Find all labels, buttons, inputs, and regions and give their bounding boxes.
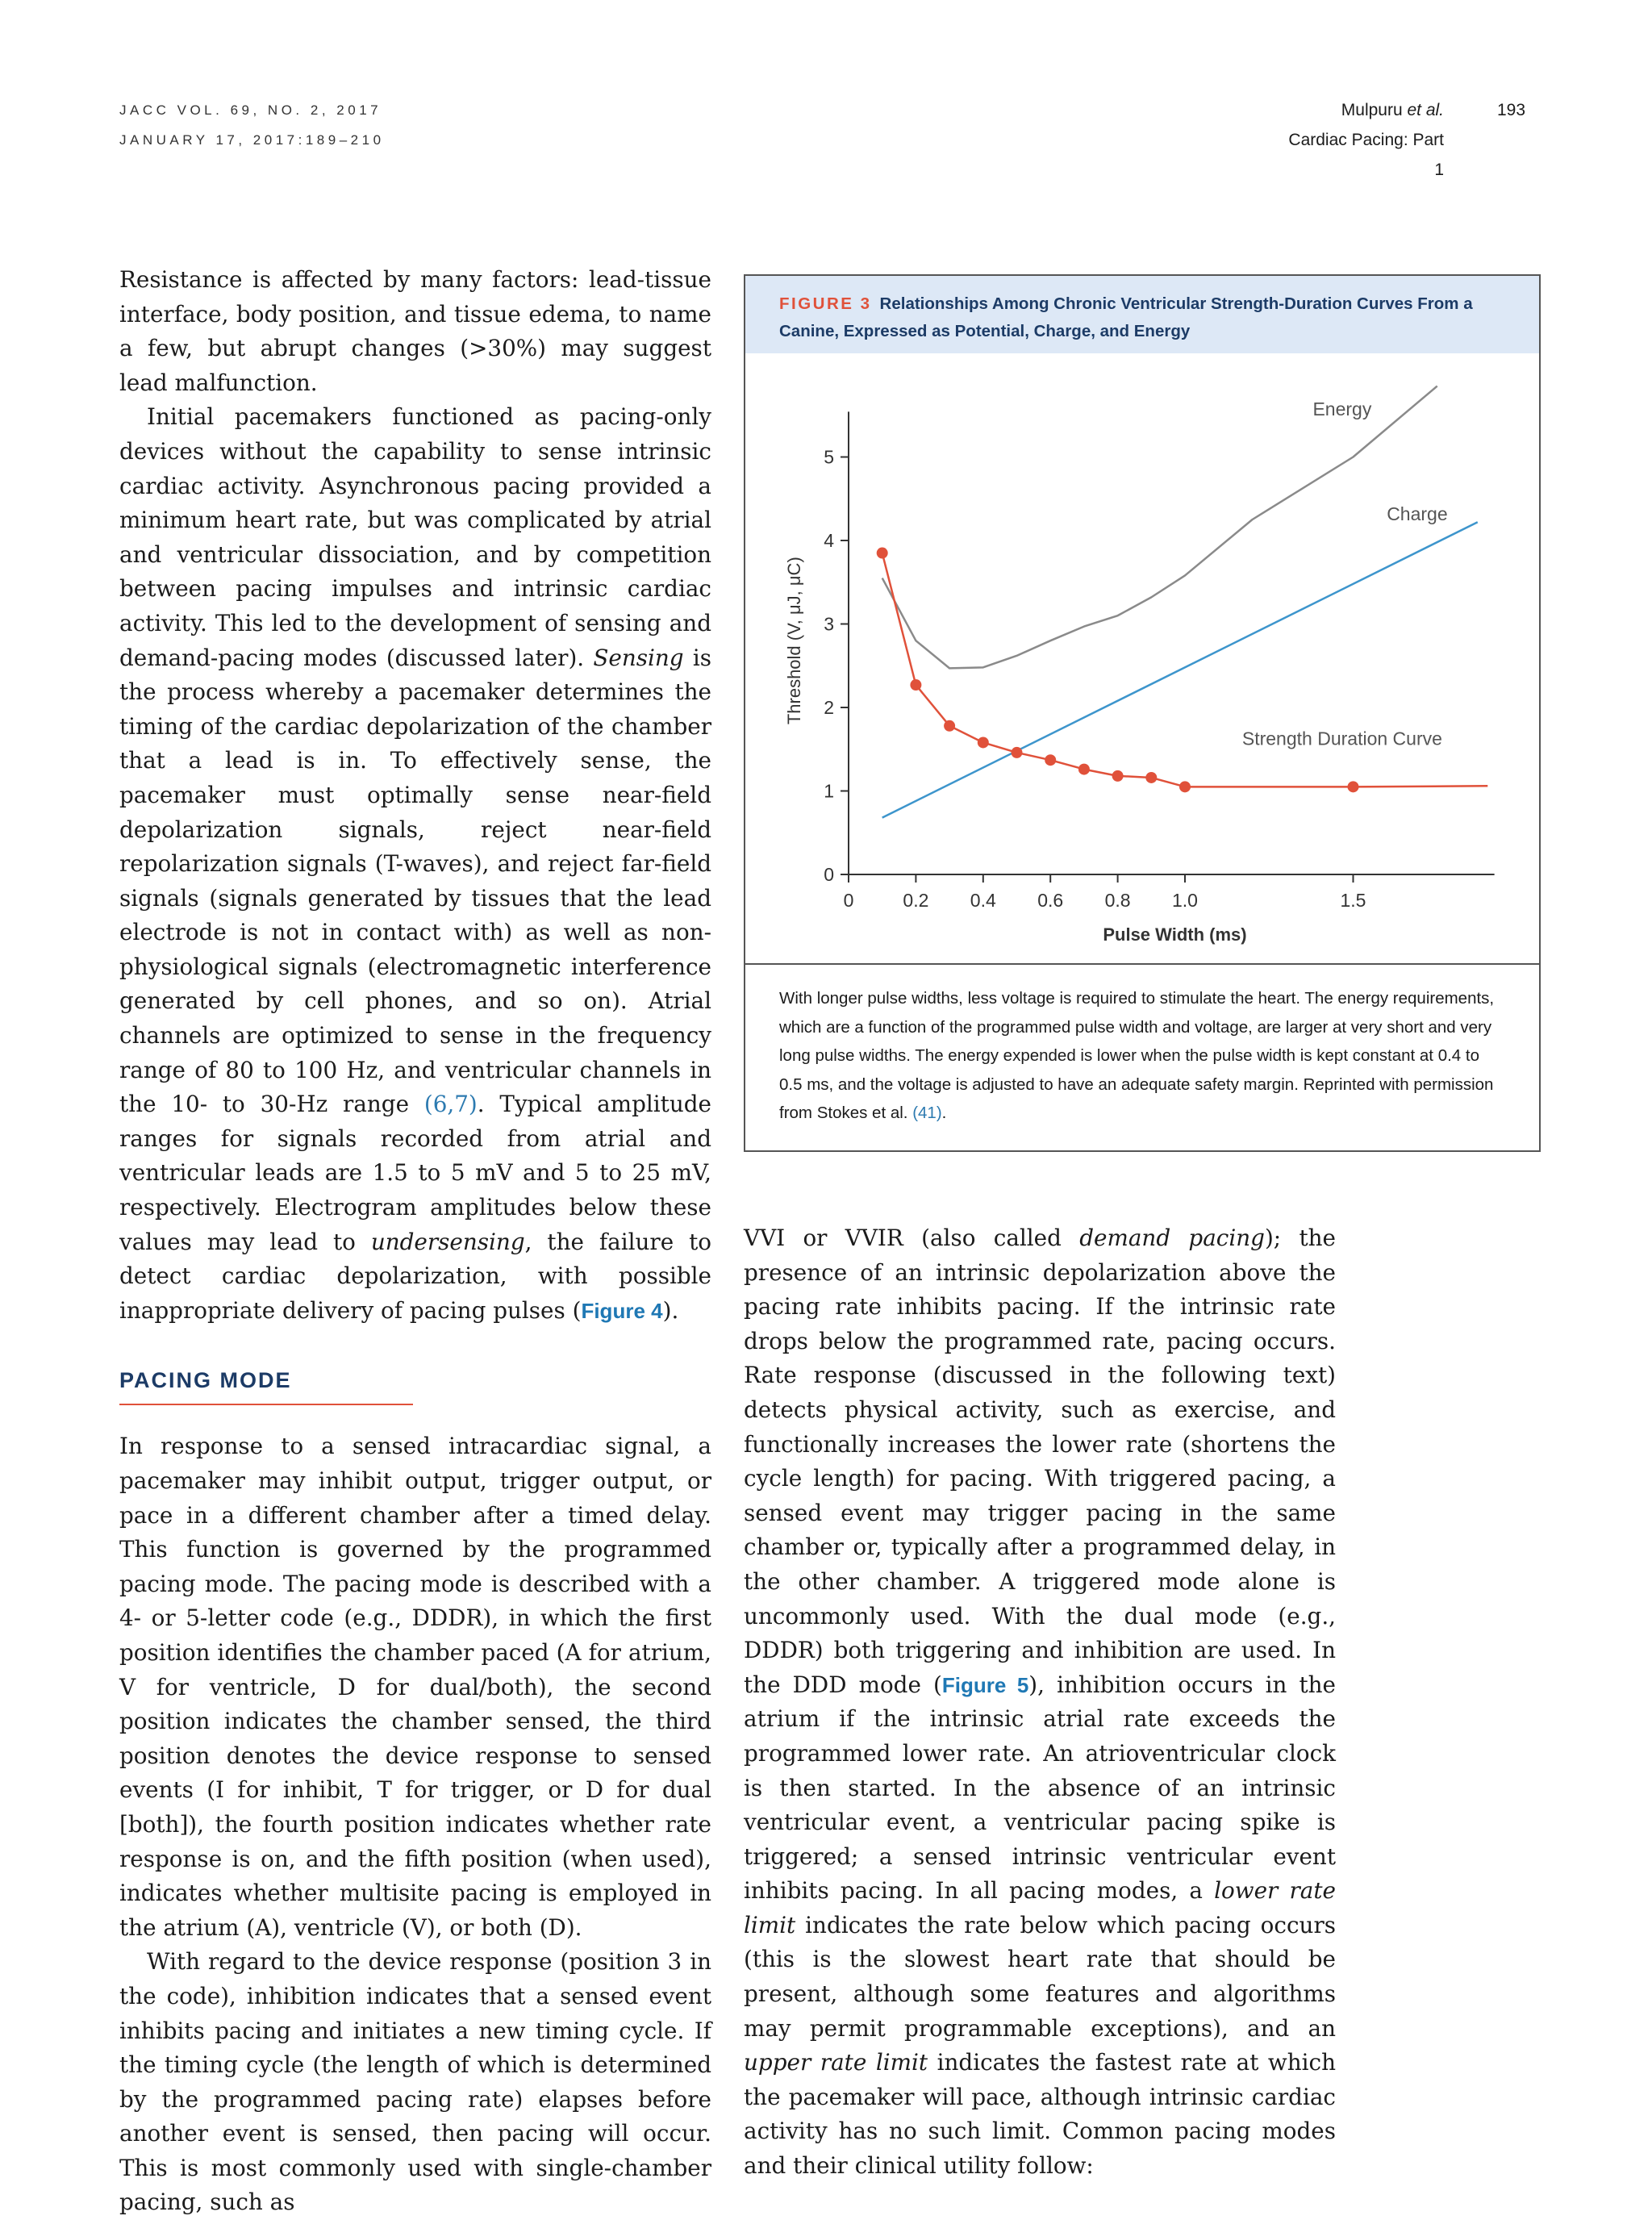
data-point <box>1012 747 1023 758</box>
data-point <box>910 679 921 691</box>
data-point <box>1078 764 1090 775</box>
paragraph-resistance: Resistance is affected by many factors: lead-tissue interface, body position, and tissue edema, to name a few, but abrupt changes (>30%) may suggest lead malfunction. <box>119 266 711 396</box>
journal-volume: JACC VOL. 69, NO. 2, 2017 <box>119 102 382 118</box>
x-tick-label: 1.5 <box>1340 890 1366 911</box>
journal-header <box>119 95 385 155</box>
figure-5-link[interactable]: Figure 5 <box>941 1672 1029 1697</box>
y-tick-label: 0 <box>824 864 834 885</box>
y-axis-label: Threshold (V, μJ, μC) <box>784 557 804 725</box>
x-axis-label: Pulse Width (ms) <box>1103 924 1247 945</box>
section-heading-pacing-mode: PACING MODE <box>119 1368 292 1393</box>
figure-header <box>745 276 1539 353</box>
running-title: Cardiac Pacing: Part 1 <box>1288 131 1444 179</box>
data-point <box>1112 770 1124 782</box>
figure-label: FIGURE 3 <box>779 294 872 313</box>
axis-ticks <box>824 447 1366 912</box>
markers-layer <box>877 548 1359 793</box>
journal-date-pages: JANUARY 17, 2017:189–210 <box>119 132 385 148</box>
left-column <box>119 263 711 2220</box>
figure-divider <box>745 963 1539 965</box>
section-rule <box>119 1404 413 1405</box>
right-column <box>744 1221 1336 2184</box>
strength-duration-chart <box>745 353 1539 963</box>
paragraph-pacing-code: In response to a sensed intracardiac signal, a pacemaker may inhibit output, trigger output, or pace in a different chamber after a timed delay. This function is governed by the programmed pacing mode. The pacing mode is described with a 4- or 5-letter code (e.g., DDDR), in which the first position identifies the chamber paced (A for atrium, V for ventricle, D for dual/both), the second position indicates the chamber sensed, the third position denotes the device response to sensed events (I for inhibit, T for trigger, or D for dual [both]), the fourth position indicates whether rate response is on, and the fifth position (when used), indicates whether multisite pacing is employed in the atrium (A), ventricle (V), or both (D). <box>119 1433 711 1941</box>
page-number: 193 <box>1497 101 1526 119</box>
paragraph-device-response: With regard to the device response (position 3 in the code), inhibition indicates that a sensed event inhibits pacing and initiates a new timing cycle. If the timing cycle (the length of which is determined by the programmed pacing rate) elapses before another event is sensed, then pacing will occur. This is most commonly used with single-chamber pacing, such as <box>119 1948 711 2216</box>
series-line-charge <box>882 522 1478 817</box>
data-point <box>1145 772 1157 783</box>
citation-6-7[interactable]: (6,7) <box>423 1091 478 1118</box>
y-tick-label: 4 <box>824 530 834 551</box>
data-point <box>877 548 888 559</box>
figure-caption: With longer pulse widths, less voltage is required to stimulate the heart. The energy requirements, which are a function of the programmed pulse width and voltage, are larger at very short and very long pulse widths. The energy expended is lower when the pulse width is kept constant at 0.4 to 0.5 ms, and the voltage is adjusted to have an adequate safety margin. Reprinted with permission from Stokes et al. (41). <box>779 989 1495 1122</box>
citation-41[interactable]: (41) <box>912 1104 942 1122</box>
data-point <box>1348 781 1359 792</box>
authors: Mulpuru et al. <box>1341 101 1444 119</box>
running-head <box>1274 95 1444 185</box>
data-point <box>1045 754 1056 766</box>
y-tick-label: 3 <box>824 613 834 635</box>
series-line-energy <box>882 386 1437 669</box>
figure-title: FIGURE 3 Relationships Among Chronic Ventricular Strength-Duration Curves From a Canine, Expressed as Potential, Charge, and Energy <box>779 294 1473 340</box>
x-tick-label: 0.6 <box>1037 890 1064 911</box>
data-point <box>1179 781 1191 792</box>
figure-4-link[interactable]: Figure 4 <box>581 1298 663 1323</box>
paragraph-sensing: Initial pacemakers functioned as pacing-only devices without the capability to sense intrinsic cardiac activity. Asynchronous pacing provided a minimum heart rate, but was complicated by atrial and ventricular dissociation, and by competition between pacing impulses and intrinsic cardiac activity. This led to the development of sensing and demand-pacing modes (discussed later). Sensing is the process whereby a pacemaker determines the timing of the cardiac depolarization of the chamber that a lead is in. To effectively sense, the pacemaker must optimally sense near-field depolarization signals, reject near-field repolarization signals (T-waves), and reject far-field signals (signals generated by tissues that the lead electrode is not in contact with) as well as non-physiological signals (electromagnetic interference generated by cell phones, and so on). Atrial channels are optimized to sense in the frequency range of 80 to 100 Hz, and ventricular channels in the 10- to 30-Hz range (6,7). Typical amplitude ranges for signals recorded from atrial and ventricular leads are 1.5 to 5 mV and 5 to 25 mV, respectively. Electrogram amplitudes below these values may lead to undersensing, the failure to detect cardiac depolarization, with possible inappropriate delivery of pacing pulses (Figure 4). <box>119 403 711 1324</box>
energy-label: Energy <box>1312 398 1372 419</box>
strength-duration-label: Strength Duration Curve <box>1241 728 1442 749</box>
x-tick-label: 0.4 <box>970 890 996 911</box>
x-tick-label: 0 <box>843 890 854 911</box>
charge-label: Charge <box>1387 503 1448 525</box>
y-tick-label: 1 <box>824 780 834 802</box>
x-tick-label: 0.8 <box>1104 890 1131 911</box>
data-point <box>944 720 955 732</box>
series-layer <box>882 386 1488 818</box>
x-tick-label: 1.0 <box>1172 890 1198 911</box>
y-tick-label: 2 <box>824 697 834 718</box>
x-tick-label: 0.2 <box>903 890 929 911</box>
data-point <box>978 737 989 748</box>
series-line-strength-duration-curve <box>882 553 1488 787</box>
figure-3 <box>744 274 1541 1152</box>
paragraph-pacing-modes: VVI or VVIR (also called demand pacing); the presence of an intrinsic depolarization above the pacing rate inhibits pacing. If the intrinsic rate drops below the programmed rate, pacing occurs. Rate response (discussed in the following text) detects physical activity, such as exercise, and functionally increases the lower rate (shortens the cycle length) for pacing. With triggered pacing, a sensed event may trigger pacing in the same chamber or, typically after a programmed delay, in the other chamber. A triggered mode alone is uncommonly used. With the dual mode (e.g., DDDR) both triggering and inhibition are used. In the DDD mode (Figure 5), inhibition occurs in the atrium if the intrinsic atrial rate exceeds the programmed lower rate. An atrioventricular clock is then started. In the absence of an intrinsic ventricular event, a ventricular pacing spike is triggered; a sensed intrinsic ventricular event inhibits pacing. In all pacing modes, a lower rate limit indicates the rate below which pacing occurs (this is the slowest heart rate that should be present, although some features and algorithms may permit programmable exceptions), and an upper rate limit indicates the fastest rate at which the pacemaker will pace, although intrinsic cardiac activity has no such limit. Common pacing modes and their clinical utility follow: <box>744 1225 1336 2180</box>
y-tick-label: 5 <box>824 446 834 468</box>
